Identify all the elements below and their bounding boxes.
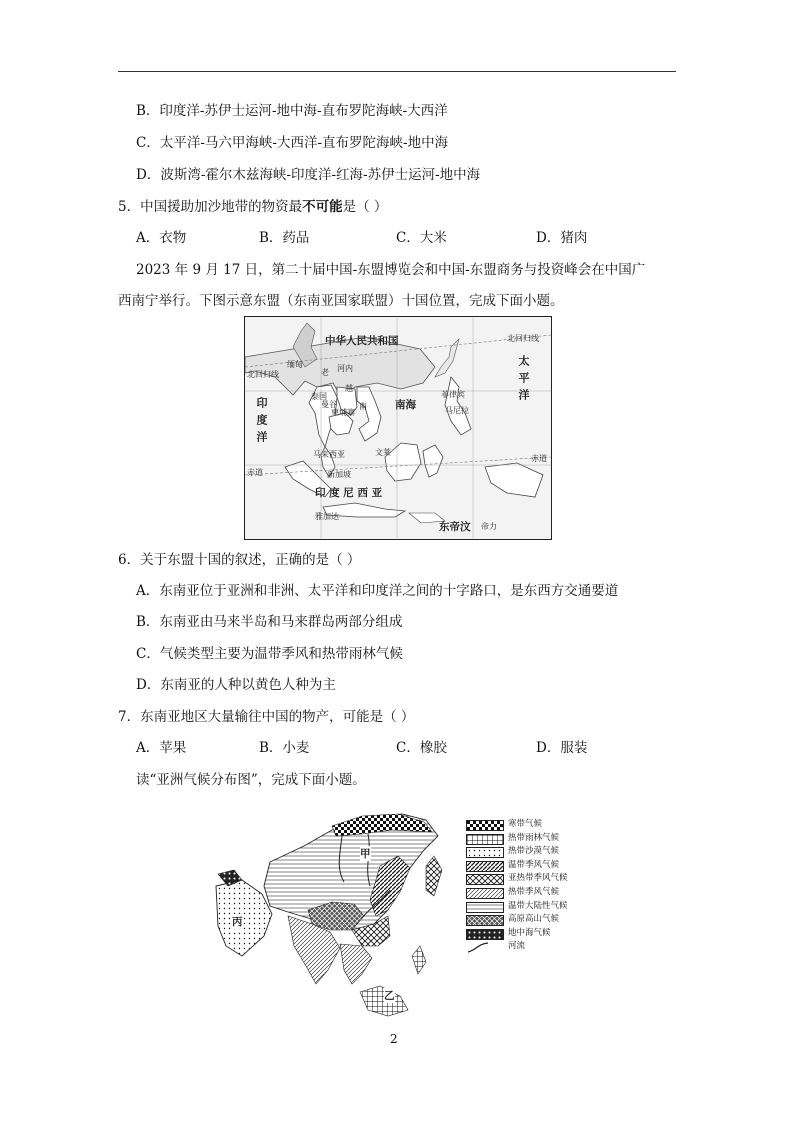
- q5-stem-suffix: 是（ ）: [342, 199, 388, 215]
- q6-option-a[interactable]: A．东南亚位于亚洲和非洲、太平洋和印度洋之间的十字路口，是东西方交通要道: [136, 583, 619, 599]
- legend-item: 高原高山气候: [466, 913, 606, 927]
- asean-map: [244, 316, 552, 540]
- map-label-malaysia: 马来西亚: [313, 450, 345, 459]
- asia-label-bing: 丙: [232, 916, 243, 928]
- map-label-pacific: 太平洋: [517, 355, 530, 406]
- legend-item: 热带季风气候: [466, 886, 606, 900]
- legend-item: 温带大陆性气候: [466, 900, 606, 914]
- map-label-cambodia: 柬埔寨: [331, 408, 355, 417]
- legend-item: 地中海气候: [466, 927, 606, 941]
- asia-label-yi: 乙: [384, 990, 395, 1002]
- q5-choice-a[interactable]: A．衣物: [136, 230, 187, 246]
- q5-choice-b[interactable]: B．药品: [259, 230, 310, 246]
- map-label-laos: 老: [321, 368, 329, 377]
- q5-choice-d[interactable]: D．猪肉: [536, 230, 588, 246]
- q4-option-d[interactable]: D．波斯湾-霍尔木兹海峡-印度洋-红海-苏伊士运河-地中海: [136, 167, 481, 183]
- map-label-equator-left: 赤道: [247, 468, 263, 477]
- map-label-indian: 印度洋: [255, 397, 268, 448]
- q7-choice-d[interactable]: D．服装: [536, 740, 588, 756]
- asia-label-jia: 甲: [360, 848, 371, 860]
- page-number: 2: [390, 1032, 398, 1046]
- q6-option-c[interactable]: C．气候类型主要为温带季风和热带雨林气候: [136, 646, 403, 662]
- map-label-tropic-right: 北回归线: [507, 334, 539, 343]
- asia-climate-graphic: [212, 806, 464, 1032]
- climate-legend: [466, 818, 606, 954]
- q5-choice-c[interactable]: C．大米: [396, 230, 447, 246]
- q6-stem: 6．关于东盟十国的叙述，正确的是（ ）: [118, 552, 361, 568]
- q4-option-b[interactable]: B．印度洋-苏伊士运河-地中海-直布罗陀海峡-大西洋: [136, 103, 448, 119]
- map-label-vietnam-1: 越: [345, 384, 353, 393]
- q5-stem-prefix: 5．中国援助加沙地带的物资最: [118, 199, 303, 215]
- map-label-tropic-left: 北回归线: [247, 370, 279, 379]
- map-label-south-sea: 南海: [395, 399, 416, 411]
- map-label-hanoi: 河内: [337, 364, 353, 373]
- legend-item: 亚热带季风气候: [466, 872, 606, 886]
- q7-stem: 7．东南亚地区大量输往中国的物产，可能是（ ）: [118, 709, 415, 725]
- passage1-line2: 西南宁举行。下图示意东盟（东南亚国家联盟）十国位置，完成下面小题。: [118, 293, 564, 309]
- legend-item: 热带沙漠气候: [466, 845, 606, 859]
- map-label-vietnam-2: 南: [359, 402, 367, 411]
- legend-item: 热带雨林气候: [466, 832, 606, 846]
- map-label-equator-right: 赤道: [531, 454, 547, 463]
- map-label-timor: 东帝汶: [439, 521, 471, 533]
- q6-option-b[interactable]: B．东南亚由马来半岛和马来群岛两部分组成: [136, 614, 403, 630]
- map-label-myanmar: 缅甸: [287, 360, 303, 369]
- map-label-philippines: 菲律宾: [441, 390, 465, 399]
- q6-option-d[interactable]: D．东南亚的人种以黄色人种为主: [136, 677, 336, 693]
- map-label-indonesia: 印 度 尼 西 亚: [315, 487, 383, 499]
- q5-stem-emphasis: 不可能: [302, 199, 343, 215]
- q5-stem: [118, 198, 387, 216]
- legend-item: 温带季风气候: [466, 859, 606, 873]
- header-rule: [118, 71, 676, 72]
- legend-item-river: 河流: [466, 940, 606, 954]
- map-label-thailand: 泰国: [311, 392, 327, 401]
- asia-climate-map: [212, 806, 464, 1032]
- asean-map-graphic: [245, 317, 551, 539]
- passage1-line1: 2023 年 9 月 17 日，第二十届中国-东盟博览会和中国-东盟商务与投资峰会在中国广: [136, 262, 646, 278]
- map-label-jakarta: 雅加达: [315, 512, 339, 521]
- map-label-singapore: 新加坡: [327, 470, 351, 479]
- q4-option-c[interactable]: C．太平洋-马六甲海峡-大西洋-直布罗陀海峡-地中海: [136, 135, 449, 151]
- map-label-china: 中华人民共和国: [325, 335, 399, 347]
- map-label-dili: 帝力: [481, 522, 497, 531]
- q7-choice-b[interactable]: B．小麦: [259, 740, 310, 756]
- map-label-brunei: 文莱: [375, 448, 391, 457]
- q7-choice-c[interactable]: C．橡胶: [396, 740, 447, 756]
- map-label-bangkok: 曼谷: [321, 400, 337, 409]
- passage2: 读“亚洲气候分布图”，完成下面小题。: [136, 772, 366, 788]
- q7-choice-a[interactable]: A．苹果: [136, 740, 187, 756]
- map-label-manila: 马尼拉: [445, 406, 469, 415]
- legend-item: 寒带气候: [466, 818, 606, 832]
